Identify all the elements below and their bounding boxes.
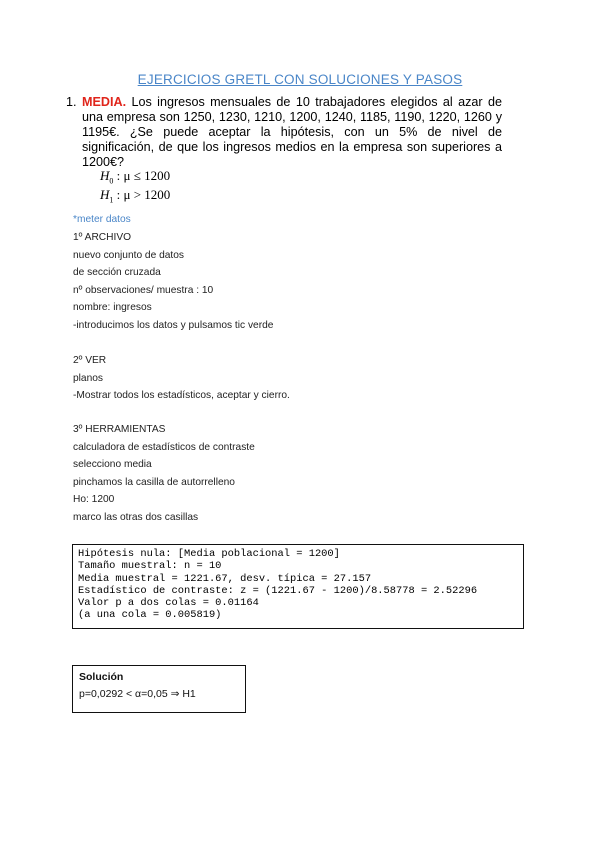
- step1-line: -introducimos los datos y pulsamos tic verde: [73, 320, 274, 331]
- h1-sub: 1: [109, 195, 114, 205]
- exercise-number: 1.: [66, 95, 77, 109]
- output-line: (a una cola = 0.005819): [78, 609, 222, 622]
- step2-heading: 2º VER: [73, 355, 107, 366]
- step1-line: nombre: ingresos: [73, 302, 152, 313]
- output-line: Valor p a dos colas = 0.01164: [78, 597, 259, 610]
- meter-datos-label: *meter datos: [73, 214, 131, 225]
- gretl-output-box: [72, 544, 524, 629]
- page-title: EJERCICIOS GRETL CON SOLUCIONES Y PASOS: [137, 72, 463, 87]
- solution-heading: Solución: [79, 671, 124, 683]
- exercise-statement: [66, 95, 502, 170]
- h0-sub: 0: [109, 176, 114, 186]
- solution-text: p=0,0292 < α=0,05 ⇒ H1: [79, 688, 196, 700]
- exercise-text: Los ingresos mensuales de 10 trabajadores elegidos al azar de una empresa son 1250, 1230, 1210, 1200, 1240, 1185, 1190, 1220, 1260 y 1195€. ¿Se puede aceptar la hipótesis, con un 5% de nivel de significación, de que los ingresos medios en la empresa son superiores a 1200€?: [82, 95, 502, 169]
- step1-line: nuevo conjunto de datos: [73, 250, 185, 261]
- h0-label: H: [100, 168, 110, 183]
- h1-label: H: [100, 187, 110, 202]
- output-line: Estadístico de contraste: z = (1221.67 - 1200)/8.58778 = 2.52296: [78, 584, 478, 597]
- solution-box: [72, 665, 246, 713]
- h0-rest: : μ ≤ 1200: [113, 168, 171, 183]
- step3-line: marco las otras dos casillas: [73, 512, 199, 523]
- step3-line: pinchamos la casilla de autorrelleno: [73, 477, 235, 488]
- step3-line: selecciono media: [73, 459, 152, 470]
- step3-line: Ho: 1200: [73, 494, 115, 505]
- step1-line: de sección cruzada: [73, 267, 161, 278]
- step3-heading: 3º HERRAMIENTAS: [73, 424, 166, 435]
- step3-line: calculadora de estadísticos de contraste: [73, 442, 255, 453]
- hypothesis-alt: [100, 187, 170, 205]
- output-line: Media muestral = 1221.67, desv. típica = 27.157: [78, 572, 372, 585]
- step1-heading: 1º ARCHIVO: [73, 232, 132, 243]
- exercise-keyword: MEDIA.: [82, 95, 127, 109]
- step2-line: -Mostrar todos los estadísticos, aceptar y cierro.: [73, 390, 290, 401]
- output-line: Tamaño muestral: n = 10: [78, 560, 222, 573]
- step2-line: planos: [73, 373, 104, 384]
- step1-line: nº observaciones/ muestra : 10: [73, 285, 214, 296]
- output-line: Hipótesis nula: [Media poblacional = 1200]: [78, 548, 340, 560]
- h1-rest: : μ > 1200: [113, 187, 171, 202]
- hypothesis-null: [100, 168, 170, 186]
